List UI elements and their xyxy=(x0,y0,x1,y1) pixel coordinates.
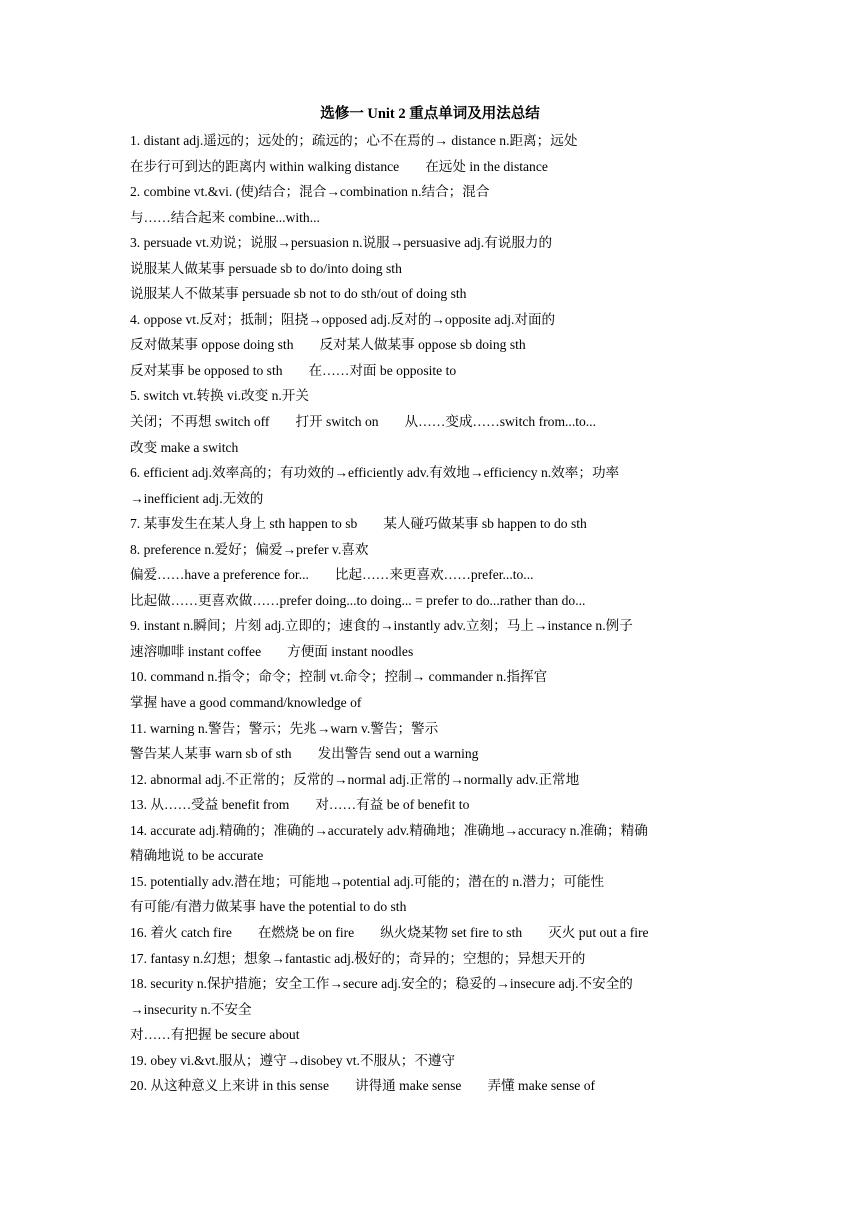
vocab-text: 8. preference n.爱好；偏爱→prefer v.喜欢 xyxy=(130,541,369,557)
vocab-text: 讲得通 make sense xyxy=(355,1078,462,1094)
vocab-line xyxy=(130,281,730,307)
vocab-text: 在步行可到达的距离内 within walking distance xyxy=(130,158,400,174)
vocab-text: 7. 某事发生在某人身上 sth happen to sb xyxy=(130,516,358,532)
vocab-line xyxy=(130,460,730,486)
vocab-line xyxy=(130,767,730,793)
vocab-text: 5. switch vt.转换 vi.改变 n.开关 xyxy=(130,388,309,404)
vocab-line xyxy=(130,230,730,256)
vocab-line xyxy=(130,639,730,665)
vocab-text: →inefficient adj.无效的 xyxy=(130,490,264,506)
vocab-line xyxy=(130,409,730,435)
vocab-text: 有可能/有潜力做某事 have the potential to do sth xyxy=(130,899,407,915)
vocab-text: 纵火烧某物 set fire to sth xyxy=(380,924,523,940)
vocab-text: 比起……来更喜欢……prefer...to... xyxy=(334,567,534,583)
vocab-text: 某人碰巧做某事 sb happen to do sth xyxy=(383,516,587,532)
vocab-line xyxy=(130,664,730,690)
vocab-text: 灭火 put out a fire xyxy=(548,924,649,940)
vocab-text: 在……对面 be opposite to xyxy=(308,362,457,378)
vocab-line xyxy=(130,332,730,358)
vocab-text: 掌握 have a good command/knowledge of xyxy=(130,695,362,711)
vocab-line xyxy=(130,435,730,461)
vocab-text: 警告某人某事 warn sb of sth xyxy=(130,746,292,762)
vocab-text: 弄懂 make sense of xyxy=(487,1078,596,1094)
vocab-text: 精确地说 to be accurate xyxy=(130,848,264,864)
vocab-line xyxy=(130,894,730,920)
vocab-text: 15. potentially adv.潜在地；可能地→potential adj.可能的；潜在的 n.潜力；可能性 xyxy=(130,873,605,889)
vocab-text: 反对某人做某事 oppose sb doing sth xyxy=(319,337,526,353)
vocab-text: 2. combine vt.&vi. (使)结合；混合→combination n.结合；混合 xyxy=(130,184,490,200)
vocab-line xyxy=(130,486,730,512)
vocab-text: 19. obey vi.&vt.服从；遵守→disobey vt.不服从；不遵守 xyxy=(130,1052,456,1068)
vocab-line xyxy=(130,562,730,588)
vocab-line xyxy=(130,511,730,537)
vocab-text: 从……变成……switch from...to... xyxy=(404,414,596,430)
vocab-line xyxy=(130,128,730,154)
vocab-text: 13. 从……受益 benefit from xyxy=(130,797,290,813)
page-title: 选修一 Unit 2 重点单词及用法总结 xyxy=(320,106,540,122)
vocab-text: 打开 switch on xyxy=(295,414,379,430)
vocab-text: 11. warning n.警告；警示；先兆→warn v.警告；警示 xyxy=(130,720,439,736)
vocab-text: 速溶咖啡 instant coffee xyxy=(130,643,262,659)
vocab-text: 发出警告 send out a warning xyxy=(317,746,479,762)
vocab-text: 对……有益 be of benefit to xyxy=(315,797,470,813)
vocab-line xyxy=(130,256,730,282)
vocab-text: 改变 make a switch xyxy=(130,439,239,455)
vocab-text: →insecurity n.不安全 xyxy=(130,1001,252,1017)
vocab-text: 反对某事 be opposed to sth xyxy=(130,362,283,378)
vocab-line xyxy=(130,1022,730,1048)
vocab-line xyxy=(130,869,730,895)
vocab-text: 在远处 in the distance xyxy=(425,158,548,174)
vocab-line xyxy=(130,716,730,742)
vocab-text: 反对做某事 oppose doing sth xyxy=(130,337,294,353)
vocab-text: 对……有把握 be secure about xyxy=(130,1027,300,1043)
vocab-line xyxy=(130,613,730,639)
vocab-text: 17. fantasy n.幻想；想象→fantastic adj.极好的；奇异的；空想的；异想天开的 xyxy=(130,950,586,966)
vocab-text: 说服某人做某事 persuade sb to do/into doing sth xyxy=(130,260,402,276)
vocab-line xyxy=(130,537,730,563)
vocab-text: 9. instant n.瞬间；片刻 adj.立即的；速食的→instantly adv.立刻；马上→instance n.例子 xyxy=(130,618,633,634)
vocab-text: 与……结合起来 combine...with... xyxy=(130,209,320,225)
vocabulary-list xyxy=(130,128,730,1099)
vocab-text: 14. accurate adj.精确的；准确的→accurately adv.精确地；准确地→accuracy n.准确；精确 xyxy=(130,822,648,838)
vocab-line xyxy=(130,971,730,997)
vocab-line xyxy=(130,843,730,869)
vocab-line xyxy=(130,997,730,1023)
vocab-text: 1. distant adj.遥远的；远处的；疏远的；心不在焉的→ distance n.距离；远处 xyxy=(130,133,578,148)
vocab-line xyxy=(130,383,730,409)
vocab-text: 18. security n.保护措施；安全工作→secure adj.安全的；稳妥的→insecure adj.不安全的 xyxy=(130,976,633,992)
vocab-line xyxy=(130,920,730,946)
vocab-line xyxy=(130,1048,730,1074)
vocab-text: 12. abnormal adj.不正常的；反常的→normal adj.正常的→normally adv.正常地 xyxy=(130,771,580,787)
vocab-text: 10. command n.指令；命令；控制 vt.命令；控制→ commander n.指挥官 xyxy=(130,669,548,685)
vocab-text: 3. persuade vt.劝说；说服→persuasion n.说服→persuasive adj.有说服力的 xyxy=(130,235,553,251)
vocab-line xyxy=(130,205,730,231)
vocab-line xyxy=(130,818,730,844)
vocab-text: 偏爱……have a preference for... xyxy=(130,567,309,583)
vocab-line xyxy=(130,792,730,818)
vocab-line xyxy=(130,1073,730,1099)
vocab-text: 16. 着火 catch fire xyxy=(130,924,232,940)
vocab-line xyxy=(130,179,730,205)
vocab-text: 在燃烧 be on fire xyxy=(257,924,355,940)
vocab-line xyxy=(130,741,730,767)
vocab-text: 20. 从这种意义上来讲 in this sense xyxy=(130,1078,329,1094)
vocab-text: 6. efficient adj.效率高的；有功效的→efficiently adv.有效地→efficiency n.效率；功率 xyxy=(130,465,620,481)
vocab-text: 说服某人不做某事 persuade sb not to do sth/out of doing sth xyxy=(130,286,467,302)
vocab-text: 方便面 instant noodles xyxy=(287,643,414,659)
vocab-text: 4. oppose vt.反对；抵制；阻挠→opposed adj.反对的→opposite adj.对面的 xyxy=(130,311,556,327)
vocab-text: 比起做……更喜欢做……prefer doing...to doing... = prefer to do...rather than do... xyxy=(130,592,586,608)
vocab-line xyxy=(130,588,730,614)
vocab-line xyxy=(130,307,730,333)
vocab-line xyxy=(130,690,730,716)
vocab-line xyxy=(130,358,730,384)
vocab-line xyxy=(130,154,730,180)
vocab-text: 关闭；不再想 switch off xyxy=(130,414,270,430)
vocab-line xyxy=(130,946,730,972)
